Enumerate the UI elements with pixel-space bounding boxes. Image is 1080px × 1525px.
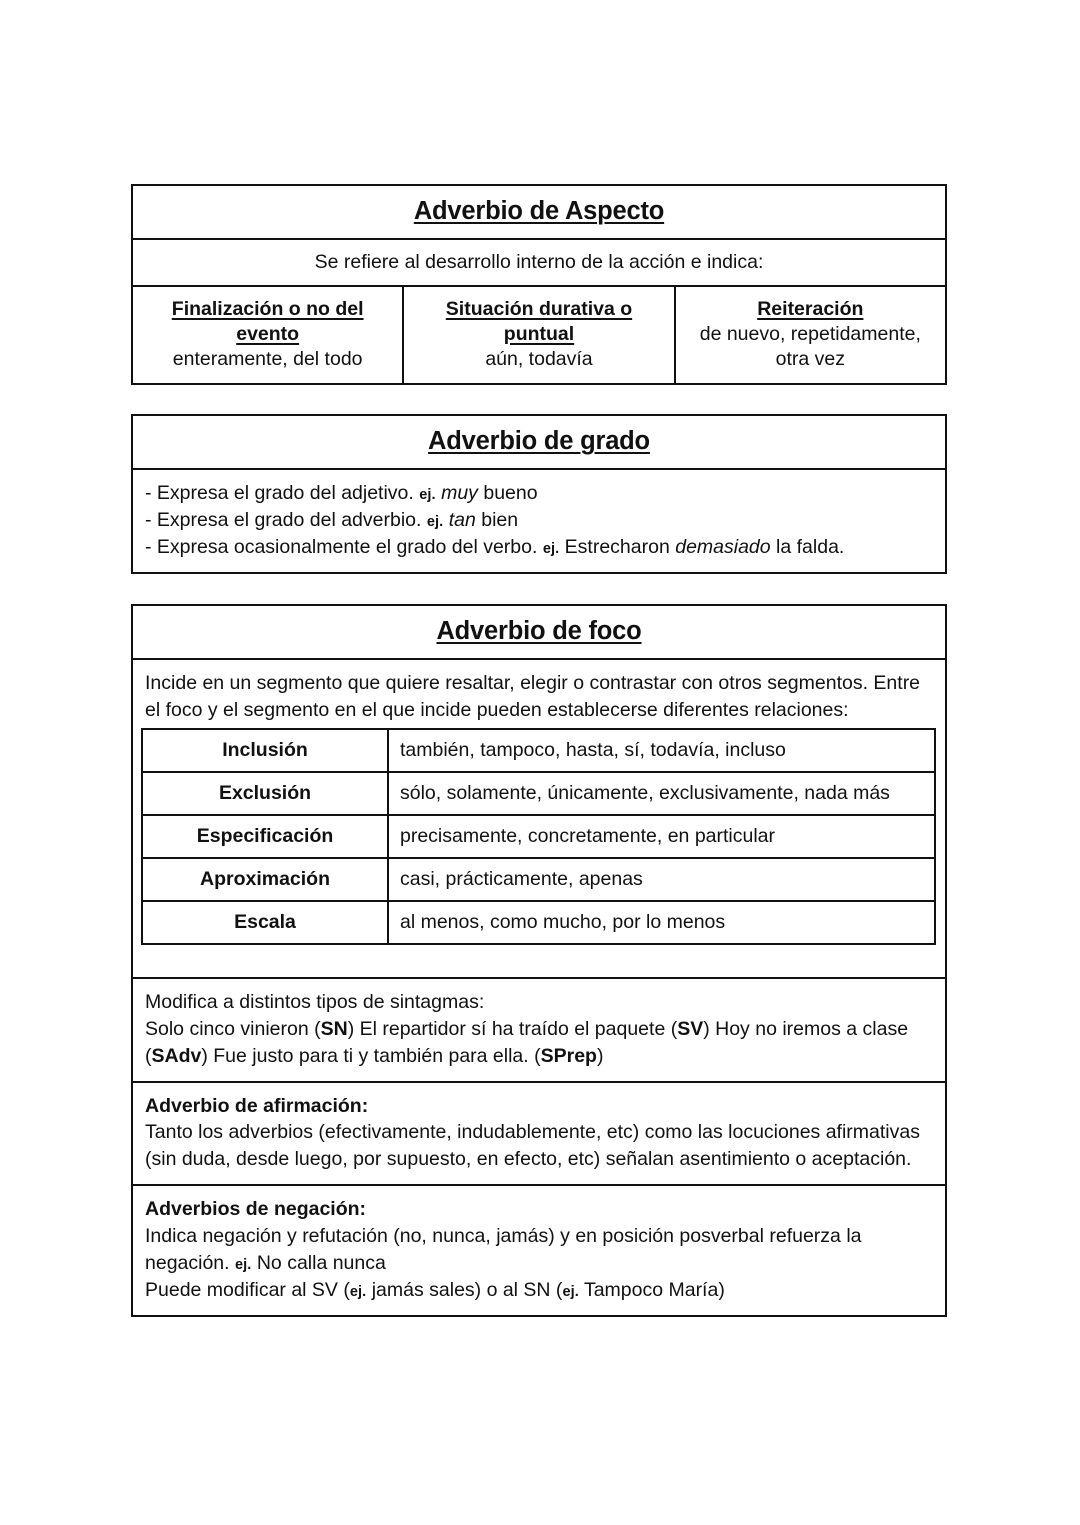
- modifica-tag-sadv: SAdv: [151, 1044, 202, 1067]
- aspecto-column-examples: de nuevo, repetidamente, otra vez: [699, 322, 921, 370]
- negacion-line1-ej: ej.: [235, 1257, 252, 1274]
- table-row: [142, 772, 935, 815]
- relation-value: también, tampoco, hasta, sí, todavía, incluso: [388, 729, 935, 772]
- foco-relations-table: [141, 728, 936, 945]
- negacion-line2-ej2: ej.: [562, 1283, 579, 1300]
- foco-intro-and-table-row: [133, 660, 945, 979]
- foco-inner-table-wrap: [133, 728, 945, 945]
- modifica-seg1: Solo cinco vinieron (: [145, 1017, 321, 1040]
- aspecto-column-heading: Reiteración: [757, 298, 864, 320]
- aspecto-column-heading: Situación durativa o puntual: [445, 298, 633, 345]
- modifica-heading: Modifica a distintos tipos de sintagmas:: [145, 990, 485, 1013]
- grado-line-ej: ej.: [419, 487, 436, 504]
- grado-line-ej: ej.: [542, 541, 560, 558]
- negacion-line2-a: Puede modificar al SV (: [145, 1278, 350, 1301]
- grado-line-pre: Estrecharon: [564, 536, 670, 559]
- modifica-tag-sprep: SPrep: [540, 1044, 597, 1067]
- relation-key: Aproximación: [142, 858, 388, 901]
- foco-title-text: Adverbio de foco: [436, 616, 642, 645]
- negacion-line2-c: Tampoco María): [583, 1278, 725, 1301]
- grado-line-italic: muy: [441, 482, 478, 505]
- modifica-seg3: ) Hoy no iremos a clase (: [145, 1017, 909, 1067]
- aspecto-title-text: Adverbio de Aspecto: [413, 197, 665, 225]
- grado-line-tail: la falda.: [776, 536, 845, 559]
- foco-negacion-section: [133, 1186, 945, 1315]
- content-sheet: [131, 184, 947, 1317]
- grado-line-lead: - Expresa ocasionalmente el grado del verbo.: [145, 536, 538, 559]
- aspecto-column-situacion: [404, 287, 675, 383]
- modifica-examples: [145, 1016, 933, 1070]
- spacer: [131, 574, 947, 604]
- modifica-seg2: ) El repartidor sí ha traído el paquete (: [347, 1017, 678, 1040]
- foco-afirmacion-section: [133, 1083, 945, 1187]
- modifica-seg5: ): [596, 1044, 604, 1067]
- grado-title-text: Adverbio de grado: [428, 427, 650, 456]
- relation-value: al menos, como mucho, por lo menos: [388, 901, 935, 944]
- negacion-line2-ej1: ej.: [349, 1283, 367, 1300]
- aspecto-table: [131, 184, 947, 385]
- foco-title: [133, 606, 945, 660]
- grado-line-italic: demasiado: [675, 536, 771, 559]
- modifica-tag-sv: SV: [677, 1017, 704, 1040]
- grado-line: [145, 480, 933, 507]
- aspecto-column-examples: enteramente, del todo: [172, 347, 363, 370]
- aspecto-column-heading: Finalización o no del evento: [171, 298, 364, 345]
- negacion-line1-a: Indica negación y refutación (no, nunca, jamás) y en posición posverbal refuerza la negación.: [145, 1225, 862, 1275]
- grado-title: [133, 416, 945, 470]
- negacion-line1-b: No calla nunca: [256, 1252, 386, 1275]
- grado-line: [145, 534, 933, 561]
- relation-key: Especificación: [142, 815, 388, 858]
- negacion-line-1: [145, 1223, 933, 1277]
- spacer: [133, 945, 945, 977]
- aspecto-title: [133, 186, 945, 240]
- aspecto-column-finalizacion: [133, 287, 404, 383]
- grado-line-ej: ej.: [426, 514, 444, 531]
- grado-line-lead: - Expresa el grado del adverbio.: [145, 509, 422, 532]
- aspecto-columns-row: [133, 287, 945, 383]
- negacion-line-2: [145, 1277, 933, 1304]
- relation-value: casi, prácticamente, apenas: [388, 858, 935, 901]
- modifica-seg4: ) Fue justo para ti y también para ella. (: [201, 1044, 541, 1067]
- spacer: [131, 385, 947, 414]
- grado-line-italic: tan: [448, 509, 476, 532]
- aspecto-column-examples: aún, todavía: [485, 347, 593, 370]
- table-row: [142, 729, 935, 772]
- table-row: [142, 858, 935, 901]
- grado-line-tail: bueno: [483, 482, 538, 505]
- grado-line-tail: bien: [481, 509, 519, 532]
- relation-value: sólo, solamente, únicamente, exclusivamente, nada más: [388, 772, 935, 815]
- foco-table: [131, 604, 947, 1317]
- aspecto-column-reiteracion: [676, 287, 945, 383]
- negacion-heading: Adverbios de negación:: [145, 1198, 367, 1221]
- relation-key: Exclusión: [142, 772, 388, 815]
- afirmacion-heading: Adverbio de afirmación:: [145, 1094, 369, 1117]
- grado-table: [131, 414, 947, 574]
- relation-key: Inclusión: [142, 729, 388, 772]
- foco-intro: Incide en un segmento que quiere resaltar, elegir o contrastar con otros segmentos. Entre el foco y el segmento en el que incide pueden establecerse diferentes relaciones:: [145, 671, 921, 721]
- table-row: [142, 901, 935, 944]
- table-row: [142, 815, 935, 858]
- relation-key: Escala: [142, 901, 388, 944]
- grado-body: [133, 470, 945, 572]
- aspecto-subtitle: Se refiere al desarrollo interno de la acción e indica:: [133, 240, 945, 287]
- afirmacion-text: Tanto los adverbios (efectivamente, indudablemente, etc) como las locuciones afirmativas (sin duda, desde luego, por supuesto, en efecto, etc) señalan asentimiento o aceptación.: [145, 1121, 920, 1171]
- negacion-line2-b: jamás sales) o al SN (: [371, 1278, 563, 1301]
- modifica-tag-sn: SN: [320, 1017, 348, 1040]
- foco-modifica-section: [133, 979, 945, 1083]
- relation-value: precisamente, concretamente, en particular: [388, 815, 935, 858]
- grado-line-lead: - Expresa el grado del adjetivo.: [145, 482, 414, 505]
- grado-line: [145, 507, 933, 534]
